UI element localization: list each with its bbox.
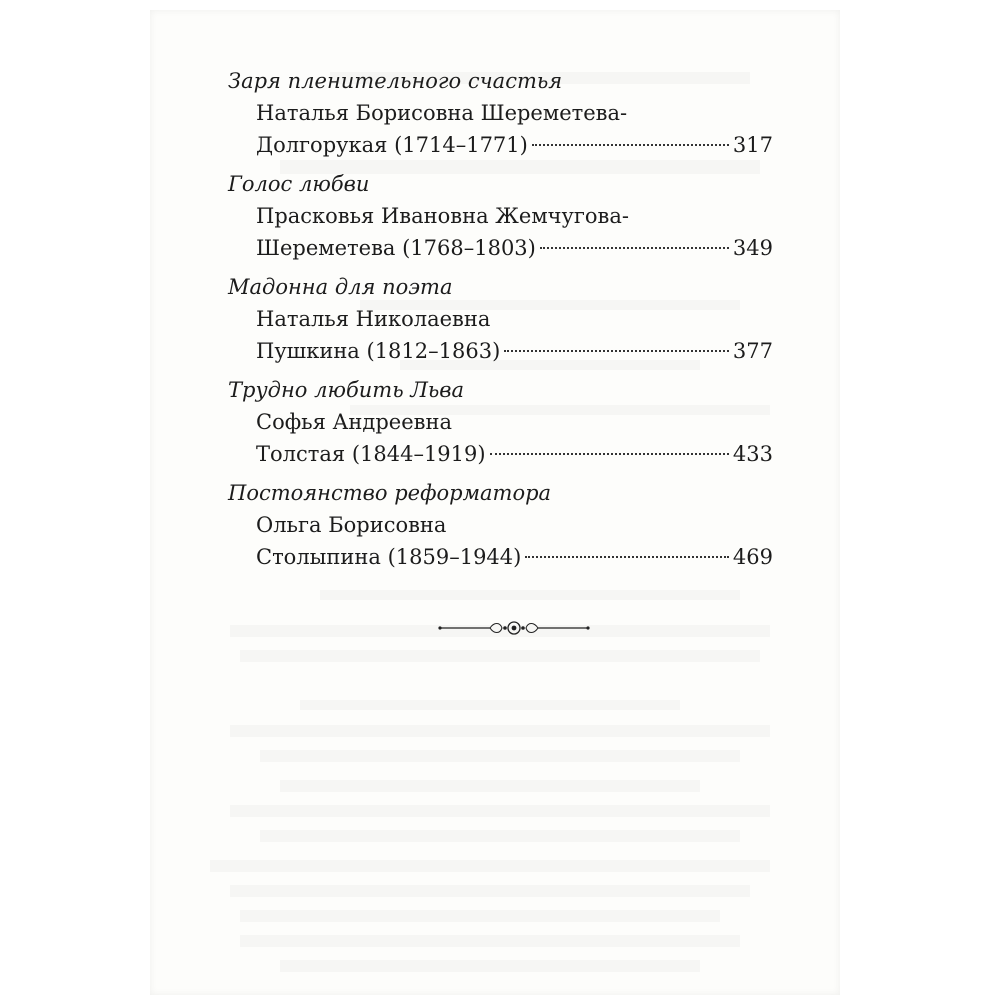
toc-entry-title: Постоянство реформатора [228,481,552,505]
toc-entry-title: Мадонна для поэта [228,275,453,299]
dot-leader [532,144,729,146]
toc-entry-author-line [228,438,773,470]
dot-leader [540,247,729,249]
toc-entry-author-dates: Толстая (1844–1919) [256,442,486,466]
toc-entry-author: Наталья Николаевна [256,307,491,331]
toc-entry[interactable] [228,65,773,161]
toc-entry-title: Голос любви [228,172,370,196]
decorative-divider-icon [438,618,590,638]
toc-page-number: 469 [732,545,773,569]
toc-entry-author-line [228,129,773,161]
toc-entry-author-dates: Пушкина (1812–1863) [256,339,501,363]
dot-leader [490,453,729,455]
toc-entry-author-line [228,335,773,367]
toc-entry-title: Заря пленительного счастья [228,69,563,93]
toc-entry-title: Трудно любить Льва [228,378,465,402]
dot-leader [504,350,729,352]
toc-page-number: 317 [732,133,773,157]
dot-leader [525,556,729,558]
toc-entry-author-line [228,232,773,264]
toc-entry[interactable] [228,477,773,573]
toc-entry[interactable] [228,374,773,470]
toc-entry-author: Наталья Борисовна Шереметева- [256,101,628,125]
toc-entry[interactable] [228,168,773,264]
toc-entry-author-dates: Долгорукая (1714–1771) [256,133,528,157]
toc-page-number: 377 [732,339,773,363]
toc-entry-author-dates: Столыпина (1859–1944) [256,545,522,569]
table-of-contents [228,65,773,580]
toc-entry-author: Ольга Борисовна [256,513,447,537]
toc-page-number: 349 [732,236,773,260]
toc-entry-author-line [228,541,773,573]
toc-entry[interactable] [228,271,773,367]
toc-page-number: 433 [732,442,773,466]
toc-entry-author-dates: Шереметева (1768–1803) [256,236,536,260]
toc-entry-author: Софья Андреевна [256,410,452,434]
toc-entry-author: Прасковья Ивановна Жемчугова- [256,204,629,228]
